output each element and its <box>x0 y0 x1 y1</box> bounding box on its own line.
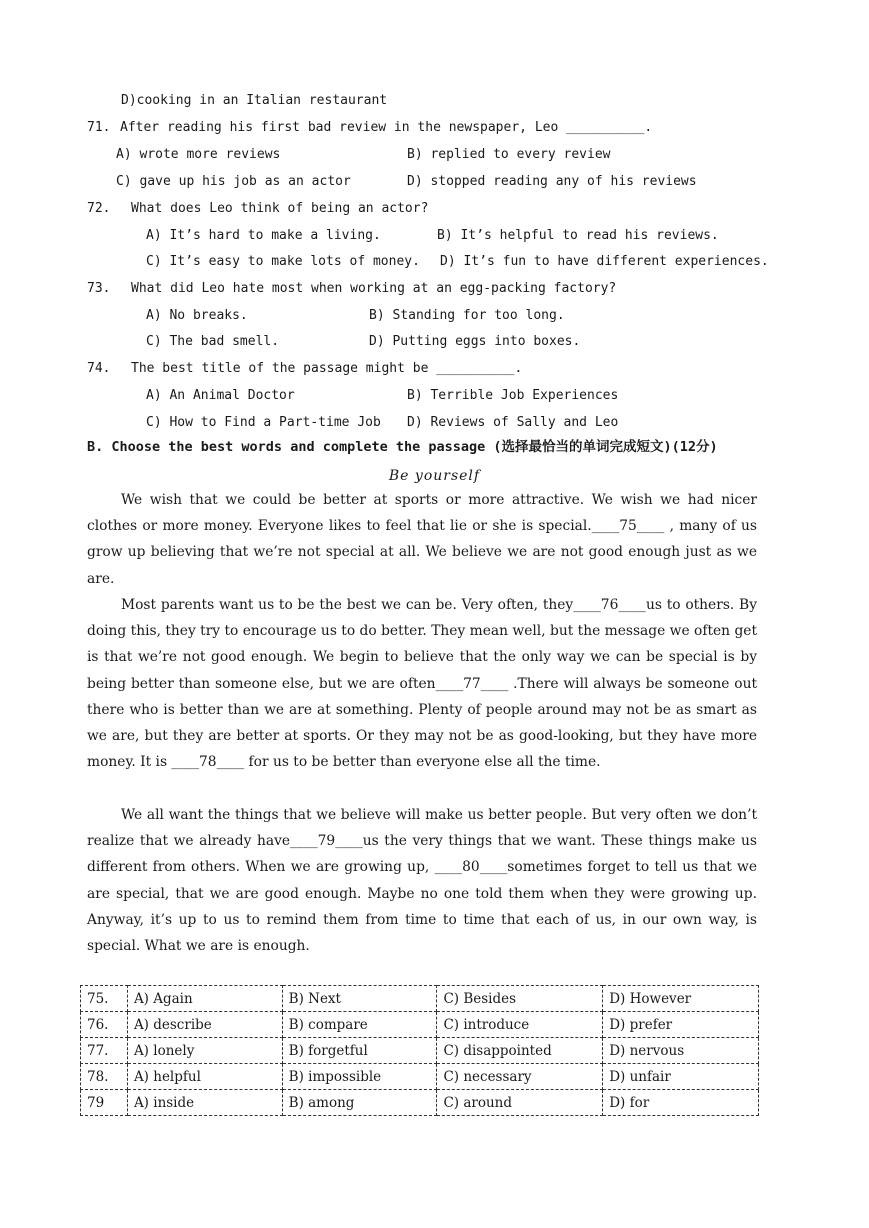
question-text: After reading his first bad review in the newspaper, Leo __________. <box>120 120 653 135</box>
option-c: C) Besides <box>437 986 603 1012</box>
passage-paragraph: We all want the things that we believe will make us better people. But very often we don’t realize that we already have____79____us the very things that we want. These things make us different from others. When we are growing up, ____80____sometimes forget to tell us that we are special, that we are good enough. Maybe no one told them when they were growing up. Anyway, it’s up to us to remind them from time to time that each of us, in our own way, is special. What we are is enough. <box>87 807 757 955</box>
question-text: The best title of the passage might be __________. <box>131 361 523 376</box>
option-c: C) introduce <box>437 1012 603 1038</box>
option-b: B) Standing for too long. <box>369 308 565 323</box>
option-b: B) compare <box>282 1012 437 1038</box>
option-c: C) It’s easy to make lots of money. <box>146 254 420 269</box>
option-b: B) impossible <box>282 1064 437 1090</box>
item-number: 79 <box>81 1090 128 1116</box>
item-number: 78. <box>81 1064 128 1090</box>
option-a: A) Again <box>127 986 282 1012</box>
option-b: B) Next <box>282 986 437 1012</box>
option-b: B) Terrible Job Experiences <box>407 388 619 403</box>
option-c: C) gave up his job as an actor <box>116 174 351 189</box>
option-b: B) It’s helpful to read his reviews. <box>437 228 719 243</box>
option-b: B) among <box>282 1090 437 1116</box>
section-heading: B. Choose the best words and complete the passage (选择最恰当的单词完成短文)(12分) <box>87 439 718 455</box>
option-d: D) prefer <box>603 1012 759 1038</box>
table-row <box>81 1064 759 1090</box>
option-a: A) It’s hard to make a living. <box>146 228 381 243</box>
option-d: D) stopped reading any of his reviews <box>407 174 697 189</box>
option-a: A) wrote more reviews <box>116 147 281 162</box>
option-d: D) Reviews of Sally and Leo <box>407 415 619 430</box>
option-a: A) lonely <box>127 1038 282 1064</box>
option-d: D) However <box>603 986 759 1012</box>
item-number: 77. <box>81 1038 128 1064</box>
option-a: A) inside <box>127 1090 282 1116</box>
option-d: D) Putting eggs into boxes. <box>369 334 581 349</box>
option-b: B) forgetful <box>282 1038 437 1064</box>
option-d: D) It’s fun to have different experiences. <box>440 254 769 269</box>
option-d: D) unfair <box>603 1064 759 1090</box>
table-row <box>81 1012 759 1038</box>
option-c: C) The bad smell. <box>146 334 280 349</box>
option-a: A) An Animal Doctor <box>146 388 295 403</box>
table-row <box>81 1090 759 1116</box>
option-c: C) necessary <box>437 1064 603 1090</box>
question-number: 74. <box>87 361 111 376</box>
passage-paragraph: We wish that we could be better at sports or more attractive. We wish we had nicer clothes or more money. Everyone likes to feel that lie or she is special.____75____ , many of us grow up believing that we’re not special at all. We believe we are not good enough just as we are. <box>87 492 757 587</box>
table-row <box>81 986 759 1012</box>
option-d-prev: D)cooking in an Italian restaurant <box>121 93 388 108</box>
option-a: A) describe <box>127 1012 282 1038</box>
options-table <box>80 985 759 1116</box>
question-number: 72. <box>87 201 111 216</box>
item-number: 75. <box>81 986 128 1012</box>
passage-paragraph: Most parents want us to be the best we can be. Very often, they____76____us to others. By doing this, they try to encourage us to do better. They mean well, but the message we often get is that we’re not good enough. We begin to believe that the only way we can be special is by being better than someone else, but we are often____77____ .There will always be someone out there who is better than we are at something. Plenty of people around may not be as smart as we are, but they are better at sports. Or they may not be as good-looking, but they have more money. It is ____78____ for us to be better than everyone else all the time. <box>87 597 757 771</box>
option-d: D) nervous <box>603 1038 759 1064</box>
option-a: A) helpful <box>127 1064 282 1090</box>
option-b: B) replied to every review <box>407 147 611 162</box>
option-a: A) No breaks. <box>146 308 248 323</box>
passage-title: Be yourself <box>388 468 481 484</box>
option-c: C) How to Find a Part-time Job <box>146 415 381 430</box>
item-number: 76. <box>81 1012 128 1038</box>
option-d: D) for <box>603 1090 759 1116</box>
question-number: 73. <box>87 281 111 296</box>
question-text: What does Leo think of being an actor? <box>131 201 429 216</box>
table-row <box>81 1038 759 1064</box>
option-c: C) around <box>437 1090 603 1116</box>
question-number: 71. <box>87 120 111 135</box>
question-text: What did Leo hate most when working at an egg-packing factory? <box>131 281 617 296</box>
option-c: C) disappointed <box>437 1038 603 1064</box>
